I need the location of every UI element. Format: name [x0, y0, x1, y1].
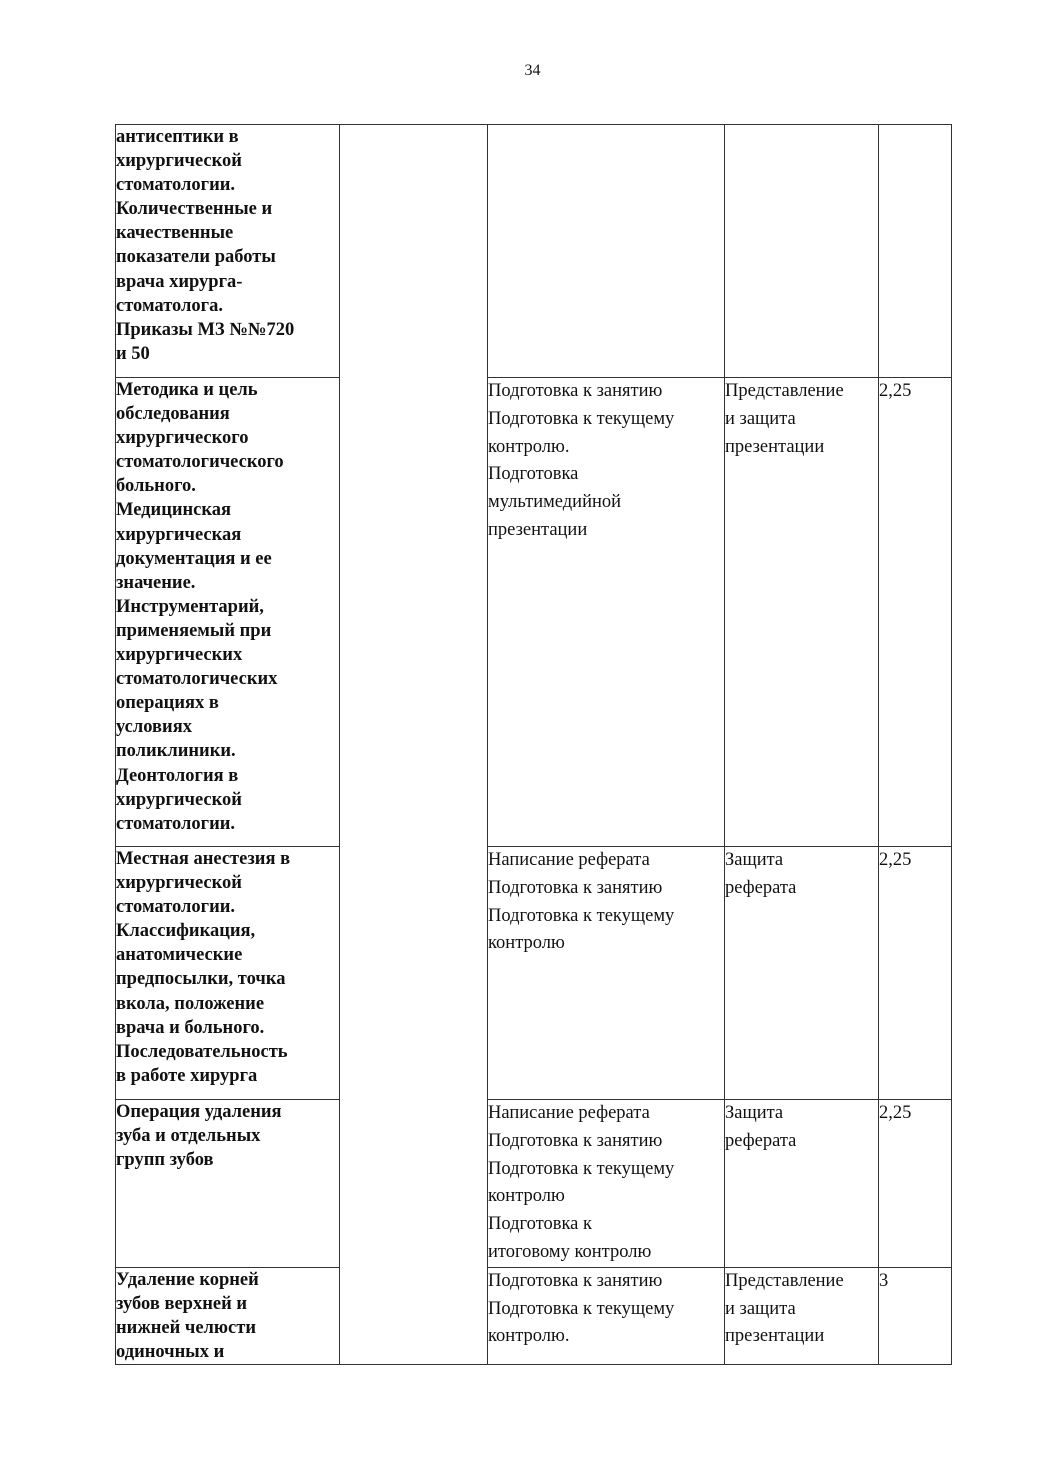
hours-cell: 3 — [879, 1267, 952, 1364]
topic-cell — [116, 1100, 340, 1268]
cell-line: Написание реферата — [488, 850, 650, 870]
cell-line: значение. — [116, 572, 196, 593]
cell-line: презентации — [725, 436, 825, 457]
cell-line: показатели работы — [116, 247, 276, 268]
work-cell — [488, 1267, 725, 1364]
work-cell — [488, 378, 725, 847]
merged-empty-cell — [340, 125, 488, 1365]
cell-line: Инструментарий, — [116, 596, 264, 617]
cell-line: Представление — [725, 381, 844, 401]
cell-line: стоматолога. — [116, 295, 223, 316]
cell-line: контролю. — [488, 1326, 570, 1347]
cell-line: одиночных и — [116, 1342, 225, 1363]
cell-line: контролю. — [488, 436, 570, 457]
cell-line: Подготовка к текущему — [488, 905, 675, 926]
table-row — [116, 1267, 952, 1364]
cell-line: хирургической — [116, 151, 242, 172]
cell-line: и защита — [725, 1298, 796, 1319]
cell-line: вкола, положение — [116, 993, 265, 1014]
cell-line: стоматологии. — [116, 813, 236, 834]
cell-line: Медицинская — [116, 500, 232, 521]
hours-cell — [879, 125, 952, 378]
cell-line: применяемый при — [116, 620, 272, 641]
hours-cell: 2,25 — [879, 847, 952, 1100]
cell-line: стоматологии. — [116, 897, 236, 918]
topic-cell — [116, 847, 340, 1100]
cell-line: и 50 — [116, 343, 150, 364]
cell-line: хирургического — [116, 428, 249, 449]
cell-line: контролю — [488, 1186, 565, 1207]
control-cell — [725, 125, 879, 378]
cell-line: реферата — [725, 877, 797, 898]
cell-line: Удаление корней — [116, 1269, 259, 1290]
cell-line: Последовательность — [116, 1041, 288, 1062]
cell-line: хирургическая — [116, 524, 242, 545]
table-row — [116, 847, 952, 1100]
topic-cell — [116, 125, 340, 378]
cell-line: Методика и цель — [116, 380, 258, 400]
work-cell — [488, 847, 725, 1100]
cell-line: хирургической — [116, 789, 242, 810]
page-number: 34 — [524, 62, 541, 79]
cell-line: Написание реферата — [488, 1103, 650, 1123]
cell-line: мультимедийной — [488, 492, 622, 513]
table-row — [116, 1100, 952, 1268]
table-row — [116, 378, 952, 847]
cell-line: презентации — [725, 1326, 825, 1347]
cell-line: хирургической — [116, 873, 242, 894]
control-cell — [725, 847, 879, 1100]
cell-line: врача и больного. — [116, 1017, 265, 1038]
cell-line: зуба и отдельных — [116, 1126, 261, 1147]
cell-line: хирургических — [116, 645, 243, 666]
cell-line: Подготовка к текущему — [488, 1298, 675, 1319]
cell-line: Подготовка к занятию — [488, 381, 663, 401]
cell-line: Подготовка к текущему — [488, 1158, 675, 1179]
cell-line: Подготовка к занятию — [488, 1130, 663, 1151]
cell-line: врача хирурга- — [116, 271, 243, 292]
cell-line: Подготовка к текущему — [488, 408, 675, 429]
cell-line: Подготовка к занятию — [488, 1270, 663, 1291]
cell-line: групп зубов — [116, 1150, 214, 1171]
topic-cell — [116, 1267, 340, 1364]
cell-line: нижней челюсти — [116, 1317, 257, 1338]
cell-line: Местная анестезия в — [116, 849, 291, 869]
cell-line: Защита — [725, 1103, 784, 1123]
cell-line: Защита — [725, 850, 784, 870]
cell-line: предпосылки, точка — [116, 969, 286, 990]
work-cell — [488, 125, 725, 378]
cell-line: стоматологии. — [116, 175, 236, 196]
cell-line: условиях — [116, 717, 192, 738]
cell-line: обследования — [116, 404, 230, 425]
cell-line: презентации — [488, 519, 588, 540]
cell-line: антисептики в — [116, 127, 239, 147]
cell-line: стоматологического — [116, 452, 284, 473]
curriculum-table — [115, 124, 952, 1365]
cell-line: больного. — [116, 476, 196, 497]
cell-line: итоговому контролю — [488, 1241, 652, 1262]
cell-line: Подготовка к занятию — [488, 877, 663, 898]
cell-line: зубов верхней и — [116, 1293, 248, 1314]
cell-line: контролю — [488, 933, 565, 954]
hours-cell: 2,25 — [879, 378, 952, 847]
cell-line: Количественные и — [116, 199, 273, 220]
cell-line: документация и ее — [116, 548, 272, 569]
control-cell — [725, 1267, 879, 1364]
cell-line: качественные — [116, 223, 234, 244]
cell-line: Представление — [725, 1270, 844, 1291]
cell-line: Подготовка — [488, 464, 579, 485]
cell-line: Подготовка к — [488, 1214, 592, 1235]
cell-line: операциях в — [116, 693, 219, 714]
hours-cell: 2,25 — [879, 1100, 952, 1268]
cell-line: анатомические — [116, 945, 243, 966]
cell-line: и защита — [725, 408, 796, 429]
cell-line: реферата — [725, 1130, 797, 1151]
cell-line: в работе хирурга — [116, 1065, 258, 1086]
cell-line: Операция удаления — [116, 1102, 282, 1122]
cell-line: Приказы МЗ №№720 — [116, 319, 295, 340]
cell-line: Деонтология в — [116, 765, 239, 786]
cell-line: Классификация, — [116, 921, 256, 942]
work-cell — [488, 1100, 725, 1268]
cell-line: стоматологических — [116, 669, 278, 690]
topic-cell — [116, 378, 340, 847]
table-row — [116, 125, 952, 378]
control-cell — [725, 1100, 879, 1268]
control-cell — [725, 378, 879, 847]
cell-line: поликлиники. — [116, 741, 236, 762]
